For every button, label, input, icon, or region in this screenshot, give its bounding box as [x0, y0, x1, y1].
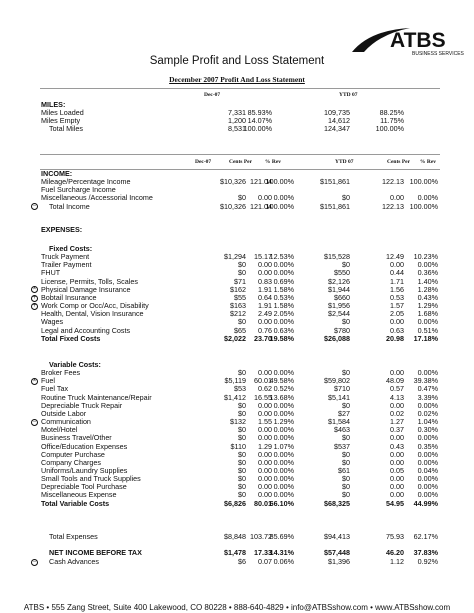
- variable-communication-col4: $1,584: [328, 417, 350, 427]
- fixed-license-permits-tolls-scales-col2: 0.83: [258, 276, 272, 286]
- variable-office-education-expenses-label: Office/Education Expenses: [41, 441, 128, 451]
- variable-outside-labor-col1: $0: [238, 408, 246, 418]
- variable-small-tools-and-truck-supplies-col2: 0.00: [258, 474, 272, 484]
- fixed-total-fixed-costs-col2: 23.70: [254, 333, 272, 343]
- variable-depreciable-truck-repair-col4: $0: [342, 400, 350, 410]
- variable-business-travel-other-label: Business Travel/Other: [41, 433, 112, 443]
- variable-miscellaneous-expense-col6: 0.00%: [417, 490, 438, 500]
- fixed-physical-damage-insurance-label: Physical Damage Insurance: [41, 284, 131, 294]
- fixed-license-permits-tolls-scales-label: License, Permits, Tolls, Scales: [41, 276, 138, 286]
- column-header-c2: Cents Per: [229, 159, 253, 165]
- fixed-health-dental-vision-insurance-label: Health, Dental, Vision Insurance: [41, 309, 144, 319]
- variable-company-charges-col5: 0.00: [390, 457, 404, 467]
- variable-total-variable-costs-col4: $68,325: [324, 498, 350, 508]
- variable-depreciable-tool-purchase-col4: $0: [342, 482, 350, 492]
- column-header-c5: Cents Per: [387, 159, 411, 165]
- total-expenses-label: Total Expenses: [49, 532, 98, 541]
- variable-communication-col3: 1.29%: [273, 417, 294, 427]
- plus-circle-icon: +: [32, 302, 37, 309]
- miles-header-ytd: YTD 07: [339, 92, 358, 98]
- fixed-physical-damage-insurance-col3: 1.58%: [273, 284, 294, 294]
- miles-miles-empty-col2: 14.07%: [247, 116, 272, 126]
- variable-outside-labor-col2: 0.00: [258, 408, 272, 418]
- variable-company-charges-col4: $0: [342, 457, 350, 467]
- income-mileage-percentage-income-col3: 100.00%: [265, 177, 294, 187]
- fixed-license-permits-tolls-scales-col3: 0.69%: [273, 276, 294, 286]
- fixed-physical-damage-insurance-col5: 1.56: [390, 284, 404, 294]
- fixed-trailer-payment-col3: 0.00%: [273, 260, 294, 270]
- fixed-truck-payment-col2: 15.17: [254, 252, 272, 262]
- variable-routine-truck-maintenance-repair-col2: 16.55: [254, 392, 272, 402]
- variable-fuel-tax-col1: $53: [234, 384, 246, 394]
- income-total-income-col3: 100.00%: [265, 201, 294, 211]
- minus-circle-icon: −: [32, 558, 37, 565]
- fixed-health-dental-vision-insurance-col2: 2.49: [258, 309, 272, 319]
- variable-uniforms-laundry-supplies-col4: $61: [338, 465, 350, 475]
- column-header-c1: Dec-07: [195, 159, 212, 165]
- variable-motel-hotel-col5: 0.37: [390, 425, 404, 435]
- variable-small-tools-and-truck-supplies-col4: $0: [342, 474, 350, 484]
- divider-line: [40, 88, 440, 89]
- miles-miles-empty-label: Miles Empty: [41, 116, 81, 126]
- fixed-trailer-payment-col1: $0: [238, 260, 246, 270]
- income-miscellaneous-accessorial-income-col6: 0.00%: [417, 193, 438, 203]
- total-expenses-col1: $8,848: [224, 532, 246, 541]
- fixed-bobtail-insurance-col1: $55: [234, 292, 246, 302]
- income-total-income-col1: $10,326: [220, 201, 246, 211]
- variable-business-travel-other-col5: 0.00: [390, 433, 404, 443]
- variable-fuel-tax-col4: $710: [334, 384, 350, 394]
- fixed-physical-damage-insurance-col4: $1,944: [328, 284, 350, 294]
- fixed-license-permits-tolls-scales-col1: $71: [234, 276, 246, 286]
- income-total-income-col2: 121.04: [250, 201, 272, 211]
- income-mileage-percentage-income-col1: $10,326: [220, 177, 246, 187]
- cross-circle-icon: ×: [32, 286, 37, 293]
- variable-miscellaneous-expense-label: Miscellaneous Expense: [41, 490, 117, 500]
- variable-depreciable-truck-repair-col3: 0.00%: [273, 400, 294, 410]
- variable-routine-truck-maintenance-repair-col5: 4.13: [390, 392, 404, 402]
- fixed-work-comp-or-occ-acc-disability-col6: 1.29%: [417, 301, 438, 311]
- fixed-health-dental-vision-insurance-col3: 2.05%: [273, 309, 294, 319]
- fixed-wages-col3: 0.00%: [273, 317, 294, 327]
- column-header-c6: % Rev: [420, 159, 437, 165]
- variable-total-variable-costs-col3: 66.10%: [269, 498, 294, 508]
- variable-computer-purchase-col4: $0: [342, 449, 350, 459]
- variable-business-travel-other-col3: 0.00%: [273, 433, 294, 443]
- variable-uniforms-laundry-supplies-label: Uniforms/Laundry Supplies: [41, 465, 128, 475]
- variable-motel-hotel-col1: $0: [238, 425, 246, 435]
- variable-fuel-col6: 39.38%: [413, 376, 438, 386]
- net-income-col1: $1,478: [224, 548, 246, 557]
- fixed-health-dental-vision-insurance-col5: 2.05: [390, 309, 404, 319]
- fixed-legal-and-accounting-costs-col6: 0.51%: [417, 325, 438, 335]
- total-expenses-col2: 103.72: [250, 532, 272, 541]
- fixed-total-fixed-costs-label: Total Fixed Costs: [41, 333, 101, 343]
- fixed-physical-damage-insurance-col6: 1.28%: [417, 284, 438, 294]
- cash-advances-col2: 0.07: [258, 557, 272, 566]
- variable-office-education-expenses-col5: 0.43: [390, 441, 404, 451]
- variable-small-tools-and-truck-supplies-label: Small Tools and Truck Supplies: [41, 474, 141, 484]
- total-expenses-col5: 75.93: [386, 532, 404, 541]
- fixed-trailer-payment-col6: 0.00%: [417, 260, 438, 270]
- variable-small-tools-and-truck-supplies-col1: $0: [238, 474, 246, 484]
- variable-broker-fees-col3: 0.00%: [273, 368, 294, 378]
- variable-office-education-expenses-col4: $537: [334, 441, 350, 451]
- fixed-license-permits-tolls-scales-col4: $2,126: [328, 276, 350, 286]
- income-fuel-surcharge-income-label: Fuel Surcharge Income: [41, 185, 116, 195]
- income-total-income-col6: 100.00%: [409, 201, 438, 211]
- miles-total-miles-col1: 8,531: [228, 124, 246, 134]
- cash-advances-col4: $1,396: [328, 557, 350, 566]
- fixed-fhut-col5: 0.44: [390, 268, 404, 278]
- fixed-truck-payment-col1: $1,294: [224, 252, 246, 262]
- fixed-license-permits-tolls-scales-col6: 1.40%: [417, 276, 438, 286]
- variable-miscellaneous-expense-col5: 0.00: [390, 490, 404, 500]
- variable-outside-labor-col6: 0.02%: [417, 408, 438, 418]
- miles-miles-loaded-col5: 88.25%: [379, 108, 404, 118]
- miles-miles-loaded-label: Miles Loaded: [41, 108, 84, 118]
- variable-uniforms-laundry-supplies-col2: 0.00: [258, 465, 272, 475]
- minus-circle-icon: −: [32, 203, 37, 210]
- variable-fuel-tax-col6: 0.47%: [417, 384, 438, 394]
- variable-company-charges-col2: 0.00: [258, 457, 272, 467]
- income-total-income-col4: $151,861: [320, 201, 350, 211]
- fixed-costs-heading: Fixed Costs:: [49, 244, 93, 253]
- variable-small-tools-and-truck-supplies-col5: 0.00: [390, 474, 404, 484]
- fixed-physical-damage-insurance-col2: 1.91: [258, 284, 272, 294]
- fixed-trailer-payment-col2: 0.00: [258, 260, 272, 270]
- variable-fuel-tax-col5: 0.57: [390, 384, 404, 394]
- column-header-c4: YTD 07: [335, 159, 354, 165]
- income-heading: INCOME:: [41, 169, 73, 178]
- income-mileage-percentage-income-col6: 100.00%: [409, 177, 438, 187]
- variable-business-travel-other-col6: 0.00%: [417, 433, 438, 443]
- fixed-bobtail-insurance-col2: 0.64: [258, 292, 272, 302]
- variable-computer-purchase-col3: 0.00%: [273, 449, 294, 459]
- variable-company-charges-col1: $0: [238, 457, 246, 467]
- variable-miscellaneous-expense-col4: $0: [342, 490, 350, 500]
- variable-communication-col5: 1.27: [390, 417, 404, 427]
- income-mileage-percentage-income-col2: 121.04: [250, 177, 272, 187]
- fixed-license-permits-tolls-scales-col5: 1.71: [390, 276, 404, 286]
- variable-miscellaneous-expense-col1: $0: [238, 490, 246, 500]
- fixed-total-fixed-costs-col1: $2,022: [224, 333, 246, 343]
- variable-computer-purchase-col2: 0.00: [258, 449, 272, 459]
- variable-motel-hotel-col4: $463: [334, 425, 350, 435]
- fixed-wages-col1: $0: [238, 317, 246, 327]
- variable-routine-truck-maintenance-repair-col6: 3.39%: [417, 392, 438, 402]
- income-mileage-percentage-income-col5: 122.13: [382, 177, 404, 187]
- fixed-total-fixed-costs-col3: 19.58%: [269, 333, 294, 343]
- variable-depreciable-truck-repair-col5: 0.00: [390, 400, 404, 410]
- variable-costs-heading: Variable Costs:: [49, 360, 101, 369]
- miles-miles-empty-col4: 14,612: [328, 116, 350, 126]
- fixed-fhut-col2: 0.00: [258, 268, 272, 278]
- minus-circle-icon: −: [32, 418, 37, 425]
- fixed-truck-payment-col5: 12.49: [386, 252, 404, 262]
- fixed-physical-damage-insurance-col1: $162: [230, 284, 246, 294]
- variable-depreciable-tool-purchase-col3: 0.00%: [273, 482, 294, 492]
- variable-total-variable-costs-col2: 80.01: [254, 498, 272, 508]
- variable-fuel-label: Fuel: [41, 376, 55, 386]
- miles-header-month: Dec-07: [204, 92, 221, 98]
- variable-office-education-expenses-col3: 1.07%: [273, 441, 294, 451]
- plus-circle-icon: +: [32, 294, 37, 301]
- fixed-wages-col4: $0: [342, 317, 350, 327]
- income-miscellaneous-accessorial-income-col1: $0: [238, 193, 246, 203]
- variable-total-variable-costs-col6: 44.99%: [413, 498, 438, 508]
- fixed-fhut-col6: 0.36%: [417, 268, 438, 278]
- column-header-c3: % Rev: [265, 159, 282, 165]
- footer-contact: ATBS • 555 Zang Street, Suite 400 Lakewood, CO 80228 • 888-640-4829 • info@ATBSshow.com • www.ATBSshow.com: [23, 603, 451, 612]
- variable-broker-fees-col2: 0.00: [258, 368, 272, 378]
- variable-fuel-tax-label: Fuel Tax: [41, 384, 69, 394]
- variable-fuel-col3: 49.58%: [269, 376, 294, 386]
- document-title: Sample Profit and Loss Statement: [149, 55, 325, 67]
- income-miscellaneous-accessorial-income-col2: 0.00: [258, 193, 272, 203]
- variable-routine-truck-maintenance-repair-col4: $5,141: [328, 392, 350, 402]
- variable-small-tools-and-truck-supplies-col3: 0.00%: [273, 474, 294, 484]
- fixed-work-comp-or-occ-acc-disability-col1: $163: [230, 301, 246, 311]
- variable-company-charges-col3: 0.00%: [273, 457, 294, 467]
- variable-office-education-expenses-col2: 1.29: [258, 441, 272, 451]
- fixed-trailer-payment-col5: 0.00: [390, 260, 404, 270]
- fixed-wages-col2: 0.00: [258, 317, 272, 327]
- variable-routine-truck-maintenance-repair-col1: $1,412: [224, 392, 246, 402]
- variable-communication-col1: $132: [230, 417, 246, 427]
- variable-business-travel-other-col1: $0: [238, 433, 246, 443]
- variable-depreciable-tool-purchase-col2: 0.00: [258, 482, 272, 492]
- variable-total-variable-costs-label: Total Variable Costs: [41, 498, 110, 508]
- fixed-legal-and-accounting-costs-col4: $780: [334, 325, 350, 335]
- variable-motel-hotel-col6: 0.30%: [417, 425, 438, 435]
- variable-depreciable-truck-repair-col2: 0.00: [258, 400, 272, 410]
- fixed-legal-and-accounting-costs-col3: 0.63%: [273, 325, 294, 335]
- fixed-bobtail-insurance-col3: 0.53%: [273, 292, 294, 302]
- variable-office-education-expenses-col1: $110: [230, 441, 246, 451]
- fixed-legal-and-accounting-costs-col1: $65: [234, 325, 246, 335]
- total-expenses-col3: 85.69%: [269, 532, 294, 541]
- miles-miles-loaded-col4: 109,735: [324, 108, 350, 118]
- miles-miles-loaded-col2: 85.93%: [247, 108, 272, 118]
- divider-line: [40, 169, 440, 170]
- fixed-fhut-label: FHUT: [41, 268, 61, 278]
- variable-computer-purchase-col6: 0.00%: [417, 449, 438, 459]
- total-expenses-col4: $94,413: [324, 532, 350, 541]
- cross-circle-icon: ×: [32, 377, 37, 384]
- miles-miles-empty-col5: 11.75%: [380, 116, 404, 126]
- fixed-trailer-payment-col4: $0: [342, 260, 350, 270]
- fixed-total-fixed-costs-col5: 20.98: [386, 333, 404, 343]
- miles-heading: MILES:: [41, 100, 66, 109]
- income-total-income-col5: 122.13: [382, 201, 404, 211]
- variable-depreciable-tool-purchase-col6: 0.00%: [417, 482, 438, 492]
- variable-motel-hotel-col2: 0.00: [258, 425, 272, 435]
- fixed-trailer-payment-label: Trailer Payment: [41, 260, 92, 270]
- logo-tagline: BUSINESS SERVICES: [412, 51, 464, 57]
- variable-fuel-tax-col3: 0.52%: [273, 384, 294, 394]
- variable-total-variable-costs-col1: $6,826: [224, 498, 246, 508]
- variable-miscellaneous-expense-col3: 0.00%: [273, 490, 294, 500]
- variable-broker-fees-col5: 0.00: [390, 368, 404, 378]
- variable-broker-fees-col6: 0.00%: [417, 368, 438, 378]
- miles-total-miles-col4: 124,347: [324, 124, 350, 134]
- fixed-work-comp-or-occ-acc-disability-col2: 1.91: [258, 301, 272, 311]
- variable-routine-truck-maintenance-repair-label: Routine Truck Maintenance/Repair: [41, 392, 152, 402]
- fixed-fhut-col4: $550: [334, 268, 350, 278]
- variable-miscellaneous-expense-col2: 0.00: [258, 490, 272, 500]
- fixed-bobtail-insurance-label: Bobtail Insurance: [41, 292, 97, 302]
- fixed-truck-payment-col6: 10.23%: [413, 252, 438, 262]
- variable-communication-label: Communication: [41, 417, 91, 427]
- net-income-col5: 46.20: [386, 548, 404, 557]
- variable-computer-purchase-col1: $0: [238, 449, 246, 459]
- variable-uniforms-laundry-supplies-col6: 0.04%: [417, 465, 438, 475]
- miles-miles-loaded-col1: 7,331: [228, 108, 246, 118]
- income-total-income-label: Total Income: [49, 201, 90, 211]
- income-miscellaneous-accessorial-income-col3: 0.00%: [273, 193, 294, 203]
- net-income-label: NET INCOME BEFORE TAX: [49, 548, 142, 557]
- cash-advances-label: Cash Advances: [49, 557, 99, 566]
- variable-fuel-tax-col2: 0.62: [258, 384, 272, 394]
- cash-advances-col5: 1.12: [390, 557, 404, 566]
- variable-broker-fees-label: Broker Fees: [41, 368, 81, 378]
- variable-fuel-col4: $59,802: [324, 376, 350, 386]
- variable-uniforms-laundry-supplies-col3: 0.00%: [273, 465, 294, 475]
- fixed-work-comp-or-occ-acc-disability-col4: $1,956: [328, 301, 350, 311]
- divider-line: [40, 154, 440, 155]
- cash-advances-col6: 0.92%: [417, 557, 438, 566]
- variable-broker-fees-col1: $0: [238, 368, 246, 378]
- variable-fuel-col2: 60.01: [254, 376, 272, 386]
- variable-routine-truck-maintenance-repair-col3: 13.68%: [269, 392, 294, 402]
- variable-communication-col2: 1.55: [258, 417, 272, 427]
- fixed-health-dental-vision-insurance-col4: $2,544: [328, 309, 350, 319]
- miles-total-miles-label: Total Miles: [49, 124, 83, 134]
- fixed-work-comp-or-occ-acc-disability-label: Work Comp or Occ/Acc, Disability: [41, 301, 149, 311]
- income-miscellaneous-accessorial-income-col5: 0.00: [390, 193, 404, 203]
- variable-fuel-col5: 48.09: [386, 376, 404, 386]
- variable-depreciable-truck-repair-col6: 0.00%: [417, 400, 438, 410]
- variable-company-charges-col6: 0.00%: [417, 457, 438, 467]
- fixed-wages-label: Wages: [41, 317, 64, 327]
- variable-office-education-expenses-col6: 0.35%: [417, 441, 438, 451]
- net-income-col3: 14.31%: [269, 548, 294, 557]
- fixed-work-comp-or-occ-acc-disability-col3: 1.58%: [273, 301, 294, 311]
- net-income-col6: 37.83%: [413, 548, 438, 557]
- fixed-legal-and-accounting-costs-col5: 0.63: [390, 325, 404, 335]
- fixed-legal-and-accounting-costs-label: Legal and Accounting Costs: [41, 325, 131, 335]
- variable-total-variable-costs-col5: 54.95: [386, 498, 404, 508]
- fixed-fhut-col3: 0.00%: [273, 268, 294, 278]
- fixed-bobtail-insurance-col6: 0.43%: [417, 292, 438, 302]
- income-mileage-percentage-income-label: Mileage/Percentage Income: [41, 177, 131, 187]
- fixed-wages-col6: 0.00%: [417, 317, 438, 327]
- miles-total-miles-col5: 100.00%: [375, 124, 404, 134]
- variable-computer-purchase-label: Computer Purchase: [41, 449, 105, 459]
- variable-communication-col6: 1.04%: [417, 417, 438, 427]
- expenses-heading: EXPENSES:: [41, 225, 83, 234]
- net-income-col4: $57,448: [324, 548, 350, 557]
- variable-motel-hotel-label: Motel/Hotel: [41, 425, 78, 435]
- variable-depreciable-tool-purchase-col1: $0: [238, 482, 246, 492]
- variable-business-travel-other-col2: 0.00: [258, 433, 272, 443]
- fixed-work-comp-or-occ-acc-disability-col5: 1.57: [390, 301, 404, 311]
- variable-small-tools-and-truck-supplies-col6: 0.00%: [417, 474, 438, 484]
- cash-advances-col1: $6: [238, 557, 246, 566]
- variable-depreciable-tool-purchase-label: Depreciable Tool Purchase: [41, 482, 127, 492]
- fixed-truck-payment-col3: 12.53%: [269, 252, 294, 262]
- income-miscellaneous-accessorial-income-col4: $0: [342, 193, 350, 203]
- logo-wordmark: ATBS: [390, 29, 446, 52]
- variable-uniforms-laundry-supplies-col1: $0: [238, 465, 246, 475]
- variable-company-charges-label: Company Charges: [41, 457, 101, 467]
- miles-miles-empty-col1: 1,200: [228, 116, 246, 126]
- fixed-total-fixed-costs-col4: $26,088: [324, 333, 350, 343]
- variable-outside-labor-col4: $27: [338, 408, 350, 418]
- fixed-legal-and-accounting-costs-col2: 0.76: [258, 325, 272, 335]
- variable-motel-hotel-col3: 0.00%: [273, 425, 294, 435]
- fixed-health-dental-vision-insurance-col1: $212: [230, 309, 246, 319]
- fixed-health-dental-vision-insurance-col6: 1.68%: [417, 309, 438, 319]
- total-expenses-col6: 62.17%: [413, 532, 438, 541]
- variable-depreciable-tool-purchase-col5: 0.00: [390, 482, 404, 492]
- variable-outside-labor-col5: 0.02: [390, 408, 404, 418]
- fixed-fhut-col1: $0: [238, 268, 246, 278]
- statement-subtitle: December 2007 Profit And Loss Statement: [169, 75, 305, 84]
- fixed-total-fixed-costs-col6: 17.18%: [413, 333, 438, 343]
- cash-advances-col3: 0.06%: [273, 557, 294, 566]
- fixed-wages-col5: 0.00: [390, 317, 404, 327]
- variable-computer-purchase-col5: 0.00: [390, 449, 404, 459]
- fixed-truck-payment-col4: $15,528: [324, 252, 350, 262]
- variable-uniforms-laundry-supplies-col5: 0.05: [390, 465, 404, 475]
- fixed-bobtail-insurance-col4: $660: [334, 292, 350, 302]
- income-mileage-percentage-income-col4: $151,861: [320, 177, 350, 187]
- variable-outside-labor-col3: 0.00%: [273, 408, 294, 418]
- variable-business-travel-other-col4: $0: [342, 433, 350, 443]
- net-income-col2: 17.33: [254, 548, 272, 557]
- miles-total-miles-col2: 100.00%: [243, 124, 272, 134]
- variable-broker-fees-col4: $0: [342, 368, 350, 378]
- variable-depreciable-truck-repair-label: Depreciable Truck Repair: [41, 400, 123, 410]
- fixed-bobtail-insurance-col5: 0.53: [390, 292, 404, 302]
- variable-outside-labor-label: Outside Labor: [41, 408, 87, 418]
- income-miscellaneous-accessorial-income-label: Miscellaneous /Accessorial Income: [41, 193, 153, 203]
- fixed-truck-payment-label: Truck Payment: [41, 252, 90, 262]
- variable-fuel-col1: $5,119: [224, 376, 246, 386]
- variable-depreciable-truck-repair-col1: $0: [238, 400, 246, 410]
